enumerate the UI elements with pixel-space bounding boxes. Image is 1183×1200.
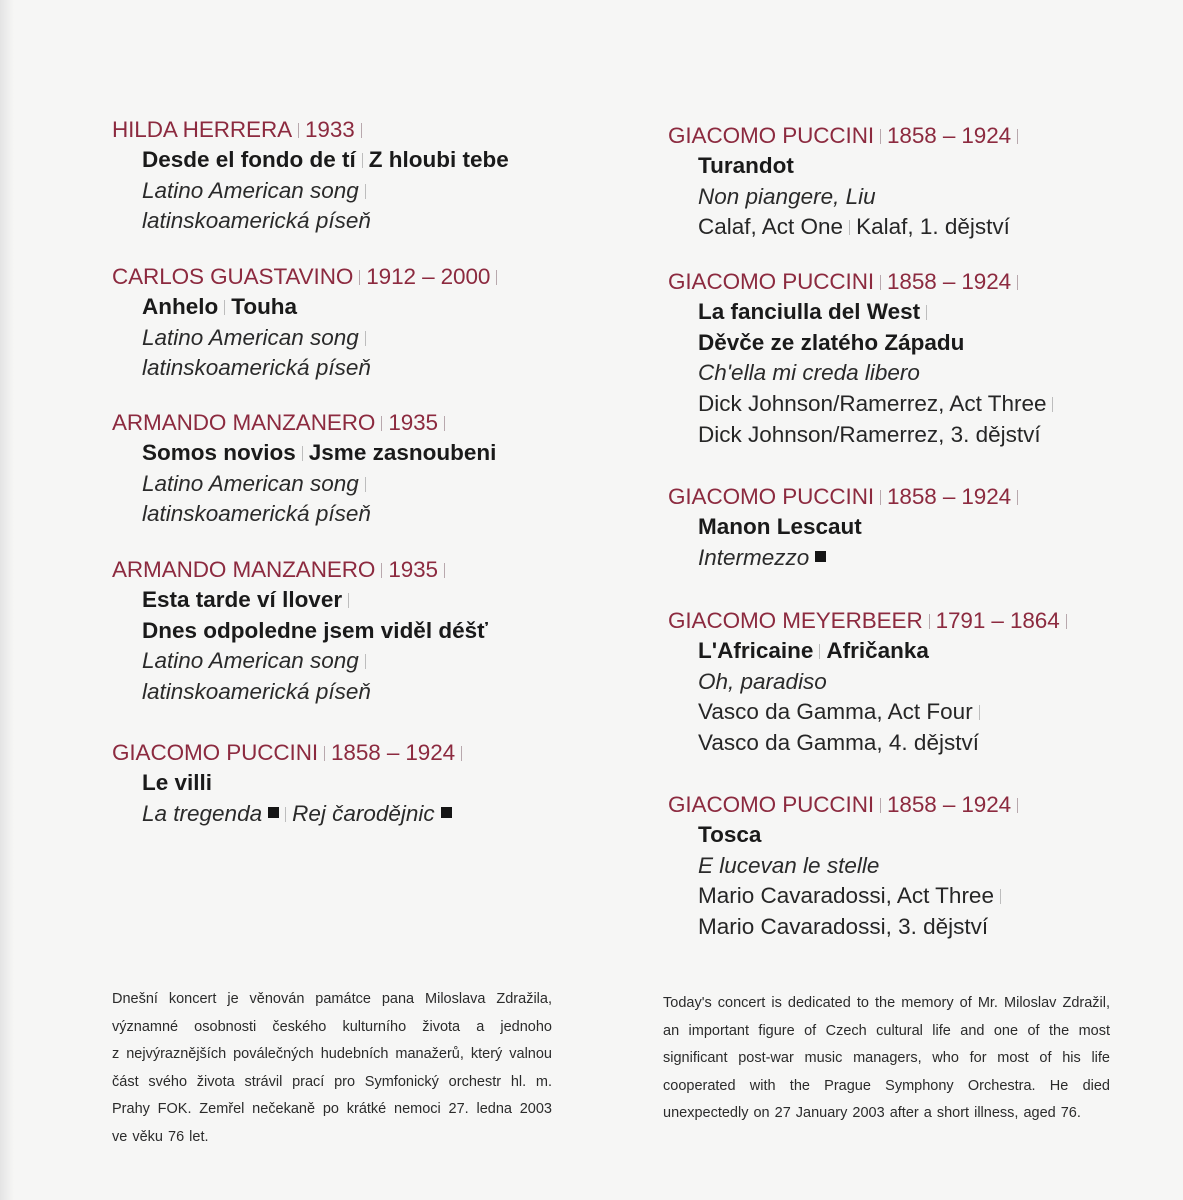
work-subtitle: [112, 677, 632, 708]
work-subtitle: [112, 799, 632, 830]
separator-bar: [302, 446, 303, 461]
program-entry: [112, 262, 632, 384]
work-subtitle: [112, 323, 632, 354]
text-part: Latino American song: [142, 470, 359, 496]
dedication-line: cooperated with the Prague Symphony Orchestra. He died: [663, 1077, 1110, 1094]
composer-name: GIACOMO PUCCINI: [112, 740, 319, 765]
separator-bar: [979, 705, 980, 720]
text-part: La tregenda: [142, 800, 263, 826]
text-part: Kalaf, 1. dějství: [856, 214, 1010, 240]
dedication-line: ve věku 76 let.: [112, 1128, 209, 1145]
program-entry: [668, 790, 1158, 943]
separator-bar: [819, 644, 820, 659]
work-role: [668, 212, 1158, 243]
text-part: Latino American song: [142, 324, 359, 350]
text-part: Oh, paradiso: [698, 668, 827, 694]
separator-bar: [365, 654, 366, 669]
separator-bar: [461, 746, 462, 761]
separator-bar: [444, 563, 445, 578]
work-subtitle: [112, 646, 632, 677]
work-title: [112, 616, 632, 647]
composer-name: GIACOMO MEYERBEER: [668, 608, 923, 633]
text-part: Afričanka: [826, 638, 929, 663]
composer-years: 1935: [388, 410, 438, 435]
text-part: Anhelo: [142, 294, 219, 319]
separator-bar: [298, 123, 299, 138]
separator-bar: [880, 798, 881, 813]
work-title: [668, 820, 1158, 851]
separator-bar: [926, 305, 927, 320]
dedication-line: unexpectedly on 27 January 2003 after a short illness, aged 76.: [663, 1105, 1081, 1122]
separator-bar: [849, 220, 850, 235]
page-edge-shadow: [0, 0, 14, 1200]
composer-heading: [112, 738, 632, 768]
program-entry: [668, 482, 1158, 573]
composer-heading: [668, 606, 1158, 636]
text-part: Dnes odpoledne jsem viděl déšť: [142, 617, 488, 643]
text-part: Děvče ze zlatého Západu: [698, 329, 965, 355]
text-part: Turandot: [698, 153, 794, 178]
dedication-line: Dnešní koncert je věnován památce pana Miloslava Zdražila,: [112, 991, 552, 1007]
separator-bar: [365, 477, 366, 492]
composer-heading: [112, 408, 632, 438]
work-subtitle: [112, 176, 632, 207]
separator-bar: [285, 807, 286, 822]
text-part: Rej čarodějnic: [292, 800, 435, 826]
separator-bar: [1052, 397, 1053, 412]
text-part: Latino American song: [142, 177, 359, 203]
text-part: E lucevan le stelle: [698, 852, 880, 878]
work-role: [668, 420, 1158, 451]
separator-bar: [359, 270, 360, 285]
program-entry: [112, 555, 632, 708]
composer-years: 1858 – 1924: [887, 792, 1012, 817]
work-role: [668, 881, 1158, 912]
separator-bar: [1017, 798, 1018, 813]
text-part: Vasco da Gamma, Act Four: [698, 699, 973, 725]
composer-name: ARMANDO MANZANERO: [112, 557, 376, 582]
composer-years: 1858 – 1924: [887, 269, 1012, 294]
separator-bar: [361, 123, 362, 138]
work-title: [668, 512, 1158, 543]
work-subtitle: [112, 353, 632, 384]
text-part: Touha: [231, 294, 298, 319]
work-subtitle: [668, 182, 1158, 213]
dedication-line: část svého života strávil prací pro Symfonický orchestr hl. m.: [112, 1073, 552, 1090]
work-title: [668, 328, 1158, 359]
work-subtitle: [668, 543, 1158, 574]
text-part: latinskoamerická píseň: [142, 208, 371, 234]
text-part: L'Africaine: [698, 638, 814, 663]
text-part: Somos novios: [142, 440, 296, 465]
dedication-line: Today's concert is dedicated to the memory of Mr. Miloslav Zdražil,: [663, 995, 1110, 1011]
program-entry: [112, 115, 632, 237]
composer-name: GIACOMO PUCCINI: [668, 484, 875, 509]
separator-bar: [444, 416, 445, 431]
text-part: Dick Johnson/Ramerrez, Act Three: [698, 391, 1047, 417]
text-part: latinskoamerická píseň: [142, 501, 371, 527]
separator-bar: [1066, 614, 1067, 629]
text-part: Non piangere, Liu: [698, 183, 876, 209]
text-part: Esta tarde ví llover: [142, 587, 343, 612]
separator-bar: [1017, 490, 1018, 505]
separator-bar: [1000, 889, 1001, 904]
separator-bar: [381, 416, 382, 431]
composer-years: 1791 – 1864: [935, 608, 1060, 633]
separator-bar: [348, 593, 349, 608]
dedication-english: [663, 990, 1110, 1128]
text-part: Dick Johnson/Ramerrez, 3. dějství: [698, 421, 1041, 447]
separator-bar: [365, 184, 366, 199]
work-subtitle: [112, 499, 632, 530]
program-entry: [112, 408, 632, 530]
separator-bar: [880, 129, 881, 144]
work-subtitle: [668, 358, 1158, 389]
work-title: [668, 151, 1158, 182]
end-square-icon: [441, 807, 452, 818]
text-part: latinskoamerická píseň: [142, 679, 371, 705]
composer-name: CARLOS GUASTAVINO: [112, 264, 354, 289]
text-part: Calaf, Act One: [698, 214, 844, 240]
work-subtitle: [668, 851, 1158, 882]
work-title: [668, 297, 1158, 328]
composer-heading: [112, 555, 632, 585]
text-part: Mario Cavaradossi, 3. dějství: [698, 914, 989, 940]
text-part: Vasco da Gamma, 4. dějství: [698, 730, 979, 756]
work-title: [112, 585, 632, 616]
separator-bar: [1017, 129, 1018, 144]
work-role: [668, 389, 1158, 420]
end-square-icon: [815, 551, 826, 562]
program-entry: [668, 121, 1158, 243]
composer-heading: [668, 790, 1158, 820]
composer-years: 1858 – 1924: [331, 740, 456, 765]
separator-bar: [880, 490, 881, 505]
text-part: Tosca: [698, 822, 762, 847]
work-subtitle: [668, 667, 1158, 698]
text-part: Jsme zasnoubeni: [308, 440, 497, 465]
work-role: [668, 912, 1158, 943]
work-title: [112, 768, 632, 799]
composer-years: 1933: [305, 117, 355, 142]
text-part: Manon Lescaut: [698, 514, 862, 539]
dedication-czech: [112, 986, 552, 1152]
composer-heading: [668, 121, 1158, 151]
separator-bar: [1017, 275, 1018, 290]
separator-bar: [381, 563, 382, 578]
end-square-icon: [268, 807, 279, 818]
composer-name: GIACOMO PUCCINI: [668, 792, 875, 817]
separator-bar: [224, 300, 225, 315]
text-part: Le villi: [142, 770, 213, 795]
dedication-line: an important figure of Czech cultural life and one of the most: [663, 1022, 1110, 1039]
text-part: Latino American song: [142, 648, 359, 674]
composer-heading: [112, 115, 632, 145]
work-title: [112, 292, 632, 323]
separator-bar: [496, 270, 497, 285]
composer-heading: [112, 262, 632, 292]
program-entry: [668, 606, 1158, 759]
composer-years: 1858 – 1924: [887, 484, 1012, 509]
separator-bar: [929, 614, 930, 629]
text-part: Intermezzo: [698, 544, 810, 570]
composer-years: 1858 – 1924: [887, 123, 1012, 148]
text-part: Mario Cavaradossi, Act Three: [698, 883, 994, 909]
composer-name: GIACOMO PUCCINI: [668, 269, 875, 294]
separator-bar: [365, 331, 366, 346]
composer-name: ARMANDO MANZANERO: [112, 410, 376, 435]
text-part: La fanciulla del West: [698, 299, 921, 324]
dedication-line: významné osobnosti českého kulturního života a jednoho: [112, 1018, 552, 1035]
composer-heading: [668, 482, 1158, 512]
work-subtitle: [112, 469, 632, 500]
text-part: latinskoamerická píseň: [142, 355, 371, 381]
composer-heading: [668, 267, 1158, 297]
separator-bar: [324, 746, 325, 761]
text-part: Z hloubi tebe: [368, 147, 509, 172]
work-role: [668, 728, 1158, 759]
dedication-line: Prahy FOK. Zemřel nečekaně po krátké nemoci 27. ledna 2003: [112, 1101, 552, 1118]
work-role: [668, 697, 1158, 728]
work-subtitle: [112, 206, 632, 237]
work-title: [668, 636, 1158, 667]
text-part: Desde el fondo de tí: [142, 147, 356, 172]
separator-bar: [880, 275, 881, 290]
dedication-line: z nejvýraznějších poválečných hudebních manažerů, který valnou: [112, 1046, 552, 1063]
work-title: [112, 438, 632, 469]
composer-years: 1935: [388, 557, 438, 582]
text-part: Ch'ella mi creda libero: [698, 360, 920, 386]
work-title: [112, 145, 632, 176]
program-entry: [112, 738, 632, 829]
program-entry: [668, 267, 1158, 451]
composer-years: 1912 – 2000: [366, 264, 491, 289]
composer-name: GIACOMO PUCCINI: [668, 123, 875, 148]
dedication-line: significant post-war music managers, who for most of his life: [663, 1050, 1110, 1067]
composer-name: HILDA HERRERA: [112, 117, 292, 142]
separator-bar: [362, 153, 363, 168]
